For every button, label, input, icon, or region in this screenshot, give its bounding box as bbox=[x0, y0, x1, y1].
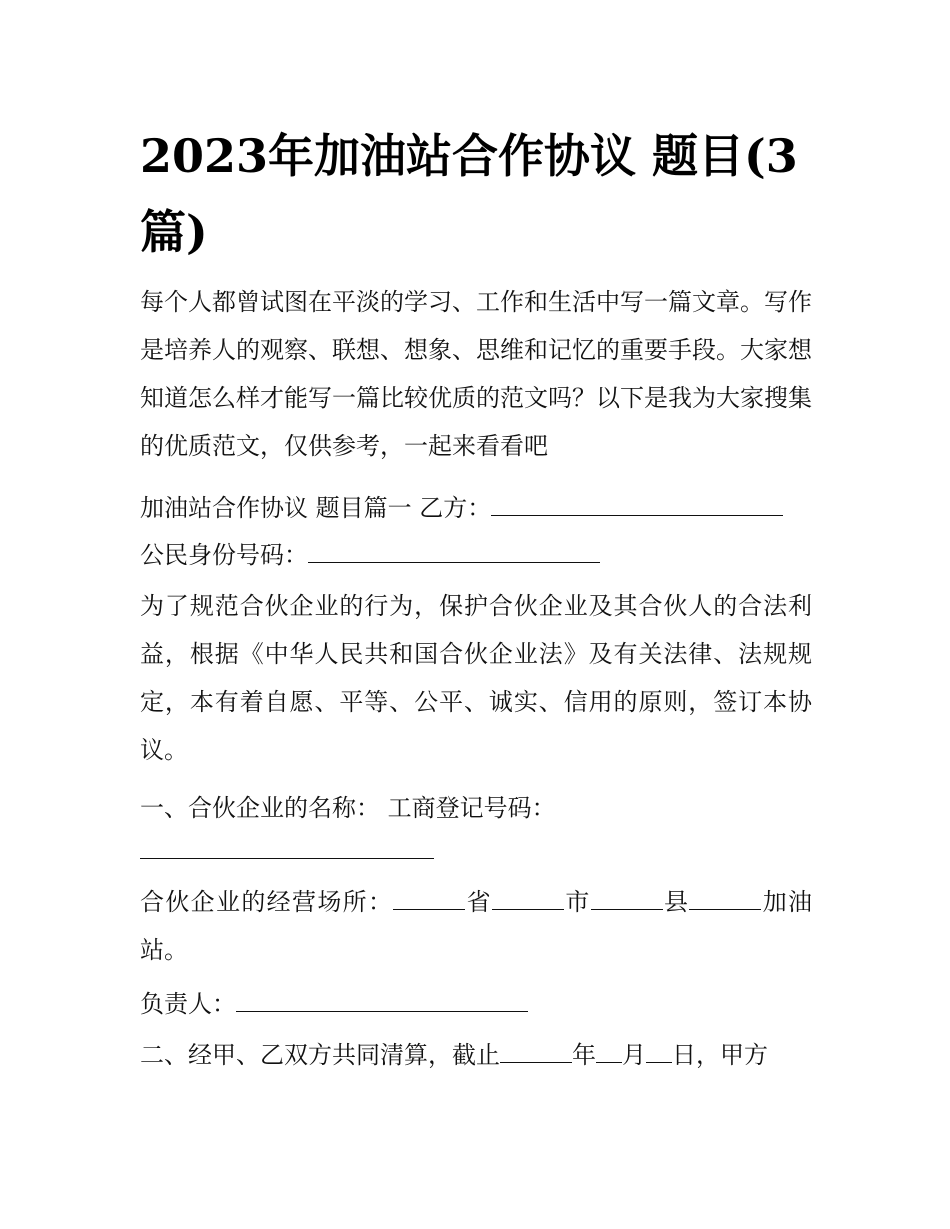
day-blank bbox=[646, 1040, 672, 1063]
id-number-blank bbox=[308, 540, 600, 563]
city-label: 市 bbox=[564, 888, 591, 916]
county-label: 县 bbox=[662, 888, 690, 916]
manager-line bbox=[140, 980, 812, 1028]
station-label: 加油站。 bbox=[140, 888, 813, 964]
intro-paragraph: 每个人都曾试图在平淡的学习、工作和生活中写一篇文章。写作是培养人的观察、联想、想象、思维和记忆的重要手段。大家想知道怎么样才能写一篇比较优质的范文吗？以下是我为大家搜集的优质范文，仅供参考，一起来看看吧 bbox=[140, 288, 812, 460]
id-number-line bbox=[140, 531, 812, 579]
month-blank bbox=[596, 1040, 622, 1063]
section-2-prefix: 二、经甲、乙双方共同清算，截止 bbox=[140, 1041, 500, 1069]
year-blank bbox=[500, 1040, 572, 1063]
document-title: 2023年加油站合作协议 题目(3篇) bbox=[140, 129, 798, 259]
manager-blank bbox=[236, 989, 528, 1012]
section-1-heading: 一、合伙企业的名称： 工商登记号码： bbox=[140, 794, 556, 822]
day-label: 日，甲方 bbox=[672, 1041, 768, 1069]
party-b-label: 加油站合作协议 题目篇一 乙方： bbox=[140, 494, 492, 522]
manager-label: 负责人： bbox=[140, 990, 236, 1018]
purpose-paragraph: 为了规范合伙企业的行为，保护合伙企业及其合伙人的合法利益，根据《中华人民共和国合伙企业法》及有关法律、法规规定，本有着自愿、平等、公平、诚实、信用的原则，签订本协议。 bbox=[140, 592, 812, 764]
address-label: 合伙企业的经营场所： bbox=[140, 888, 394, 916]
registration-number-blank bbox=[140, 858, 434, 859]
province-label: 省 bbox=[465, 888, 493, 916]
station-blank bbox=[689, 887, 761, 910]
section-2-line bbox=[140, 1031, 812, 1079]
year-label: 年 bbox=[572, 1041, 596, 1069]
party-b-line bbox=[140, 484, 812, 532]
id-number-label: 公民身份号码： bbox=[140, 541, 308, 569]
city-blank bbox=[492, 887, 564, 910]
county-blank bbox=[591, 887, 663, 910]
party-b-blank bbox=[491, 493, 783, 516]
month-label: 月 bbox=[622, 1041, 646, 1069]
province-blank bbox=[393, 887, 465, 910]
address-line bbox=[140, 878, 812, 974]
